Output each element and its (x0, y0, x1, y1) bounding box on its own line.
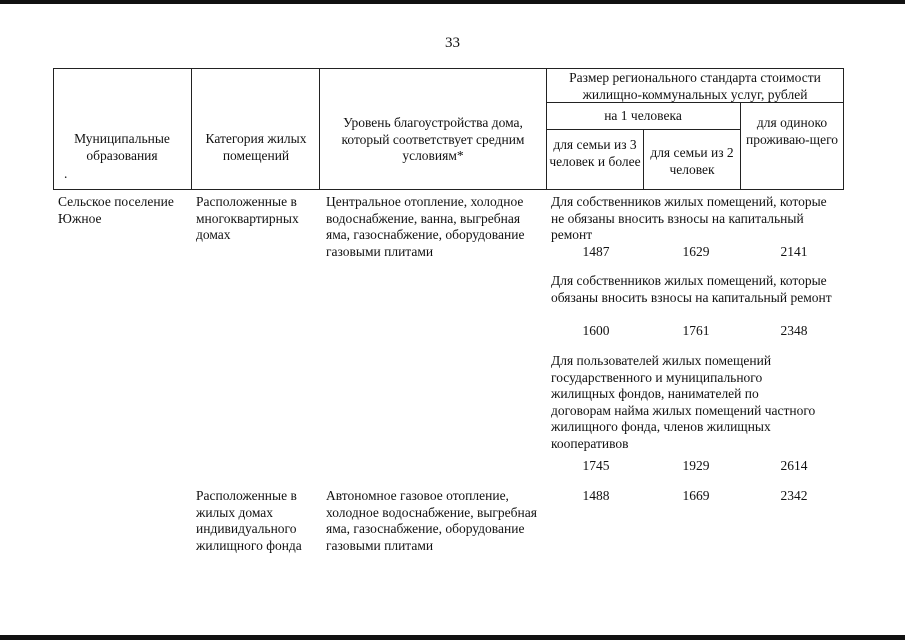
value-family3: 1488 (582, 488, 610, 503)
value-family2: 1629 (682, 244, 710, 259)
header-per-person: на 1 человека (604, 108, 682, 123)
category-apartment: Расположенные в многоквартирных домах (196, 194, 299, 242)
header-standard-size: Размер регионального стандарта стоимости жилищно-коммунальных услуг, рублей (569, 70, 821, 102)
value-single: 2141 (780, 244, 808, 259)
bottom-border (0, 635, 905, 640)
value-family3: 1487 (582, 244, 610, 259)
header-family3: для семьи из 3 человек и более (549, 137, 641, 169)
group-label-no-capital-repair: Для собственников жилых помещений, которые не обязаны вносить взносы на капитальный ремонт (551, 194, 827, 242)
group-label-tenants: Для пользователей жилых помещений государственного и муниципального жилищных фондов, нанимателей по договорам найма жилых помещений частного жилищного фонда, членов жилищных кооперативов (551, 353, 816, 451)
value-single: 2348 (780, 323, 808, 338)
value-family2: 1761 (682, 323, 710, 338)
top-border (0, 0, 905, 4)
category-individual-house: Расположенные в жилых домах индивидуального жилищного фонда (196, 488, 302, 553)
value-family2: 1929 (682, 458, 710, 473)
level-individual-house: Автономное газовое отопление, холодное водоснабжение, выгребная яма, газоснабжение, оборудование газовыми плитами (326, 488, 537, 553)
header-level: Уровень благоустройства дома, который соответствует средним условиям* (341, 115, 525, 163)
header-single: для одиноко проживаю-щего (745, 115, 839, 147)
value-family3: 1745 (582, 458, 610, 473)
value-family3: 1600 (582, 323, 610, 338)
header-category: Категория жилых помещений (205, 131, 307, 163)
value-family2: 1669 (682, 488, 710, 503)
group-label-capital-repair: Для собственников жилых помещений, которые обязаны вносить взносы на капитальный ремонт (551, 273, 832, 305)
level-apartment: Центральное отопление, холодное водоснабжение, ванна, выгребная яма, газоснабжение, оборудование газовыми плитами (326, 194, 525, 259)
page-number: 33 (445, 35, 460, 51)
value-single: 2614 (780, 458, 808, 473)
header-family2: для семьи из 2 человек (650, 145, 734, 177)
header-municipal: Муниципальные образования (74, 131, 170, 163)
value-single: 2342 (780, 488, 808, 503)
municipality-name: Сельское поселение Южное (58, 194, 174, 226)
header-dot: . (64, 166, 68, 181)
